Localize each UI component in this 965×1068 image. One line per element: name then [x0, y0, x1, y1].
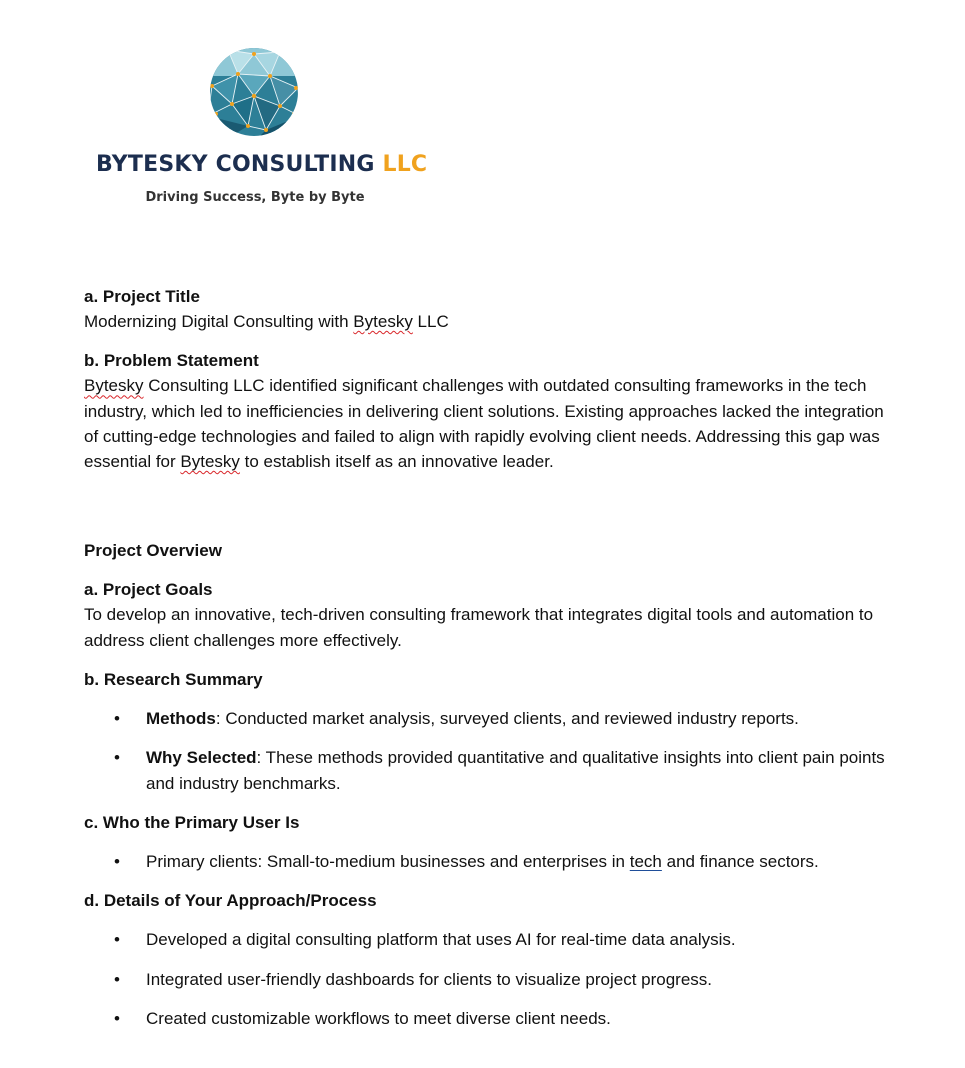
problem-statement-text: Bytesky Consulting LLC identified significant challenges with outdated consulting frameworks in the tech industry, which led to inefficiencies in delivering client solutions. Existing approaches lacked the integration of cutting-edge technologies and failed to align with rapidly evolving client needs. Addressing this gap was essential for Bytesky to establish itself as an innovative leader. — [84, 376, 884, 472]
research-list — [84, 706, 894, 796]
project-title-heading: a. Project Title — [84, 287, 200, 306]
list-item: • Why Selected: These methods provided quantitative and qualitative insights into client pain points and industry benchmarks. — [84, 745, 894, 796]
spelling-flag[interactable]: Bytesky — [180, 452, 240, 472]
brand-tagline: Driving Success, Byte by Byte — [145, 190, 365, 205]
document-body — [84, 284, 894, 1031]
bullet: • — [114, 851, 120, 871]
primary-user-heading: c. Who the Primary User Is — [84, 812, 300, 832]
bullet: • — [114, 930, 120, 950]
item-label: Why Selected — [146, 748, 257, 768]
geodesic-globe-icon — [208, 46, 300, 138]
project-goals-heading: a. Project Goals — [84, 580, 213, 600]
bullet: • — [114, 709, 120, 729]
list-item: • Methods: Conducted market analysis, surveyed clients, and reviewed industry reports. — [84, 706, 894, 731]
bullet: • — [114, 1008, 120, 1028]
company-logo — [96, 44, 428, 214]
bullet: • — [114, 748, 120, 768]
spelling-flag[interactable]: Bytesky — [353, 312, 413, 331]
approach-list — [84, 927, 894, 1031]
project-title-text: Modernizing Digital Consulting with Bytesky LLC — [84, 312, 449, 331]
approach-heading: d. Details of Your Approach/Process — [84, 891, 377, 911]
item-label: Methods — [146, 709, 216, 729]
list-item: • Primary clients: Small-to-medium businesses and enterprises in tech and finance sectors. — [84, 849, 894, 874]
spelling-flag[interactable]: Bytesky — [84, 376, 144, 396]
brand-main: BYTESKY CONSULTING — [96, 152, 375, 177]
bullet: • — [114, 969, 120, 989]
brand-name — [96, 152, 428, 177]
list-item: • Integrated user-friendly dashboards for clients to visualize project progress. — [84, 967, 894, 992]
project-goals-text: To develop an innovative, tech-driven consulting framework that integrates digital tools and automation to address client challenges more effectively. — [84, 605, 874, 650]
research-summary-heading: b. Research Summary — [84, 670, 263, 690]
list-item: • Developed a digital consulting platform that uses AI for real-time data analysis. — [84, 927, 894, 952]
primary-user-list — [84, 849, 894, 874]
tech-link[interactable]: tech — [629, 851, 662, 871]
problem-statement-heading: b. Problem Statement — [84, 351, 259, 371]
brand-suffix: LLC — [382, 152, 428, 177]
list-item: • Created customizable workflows to meet diverse client needs. — [84, 1006, 894, 1031]
project-overview-heading: Project Overview — [84, 541, 222, 561]
